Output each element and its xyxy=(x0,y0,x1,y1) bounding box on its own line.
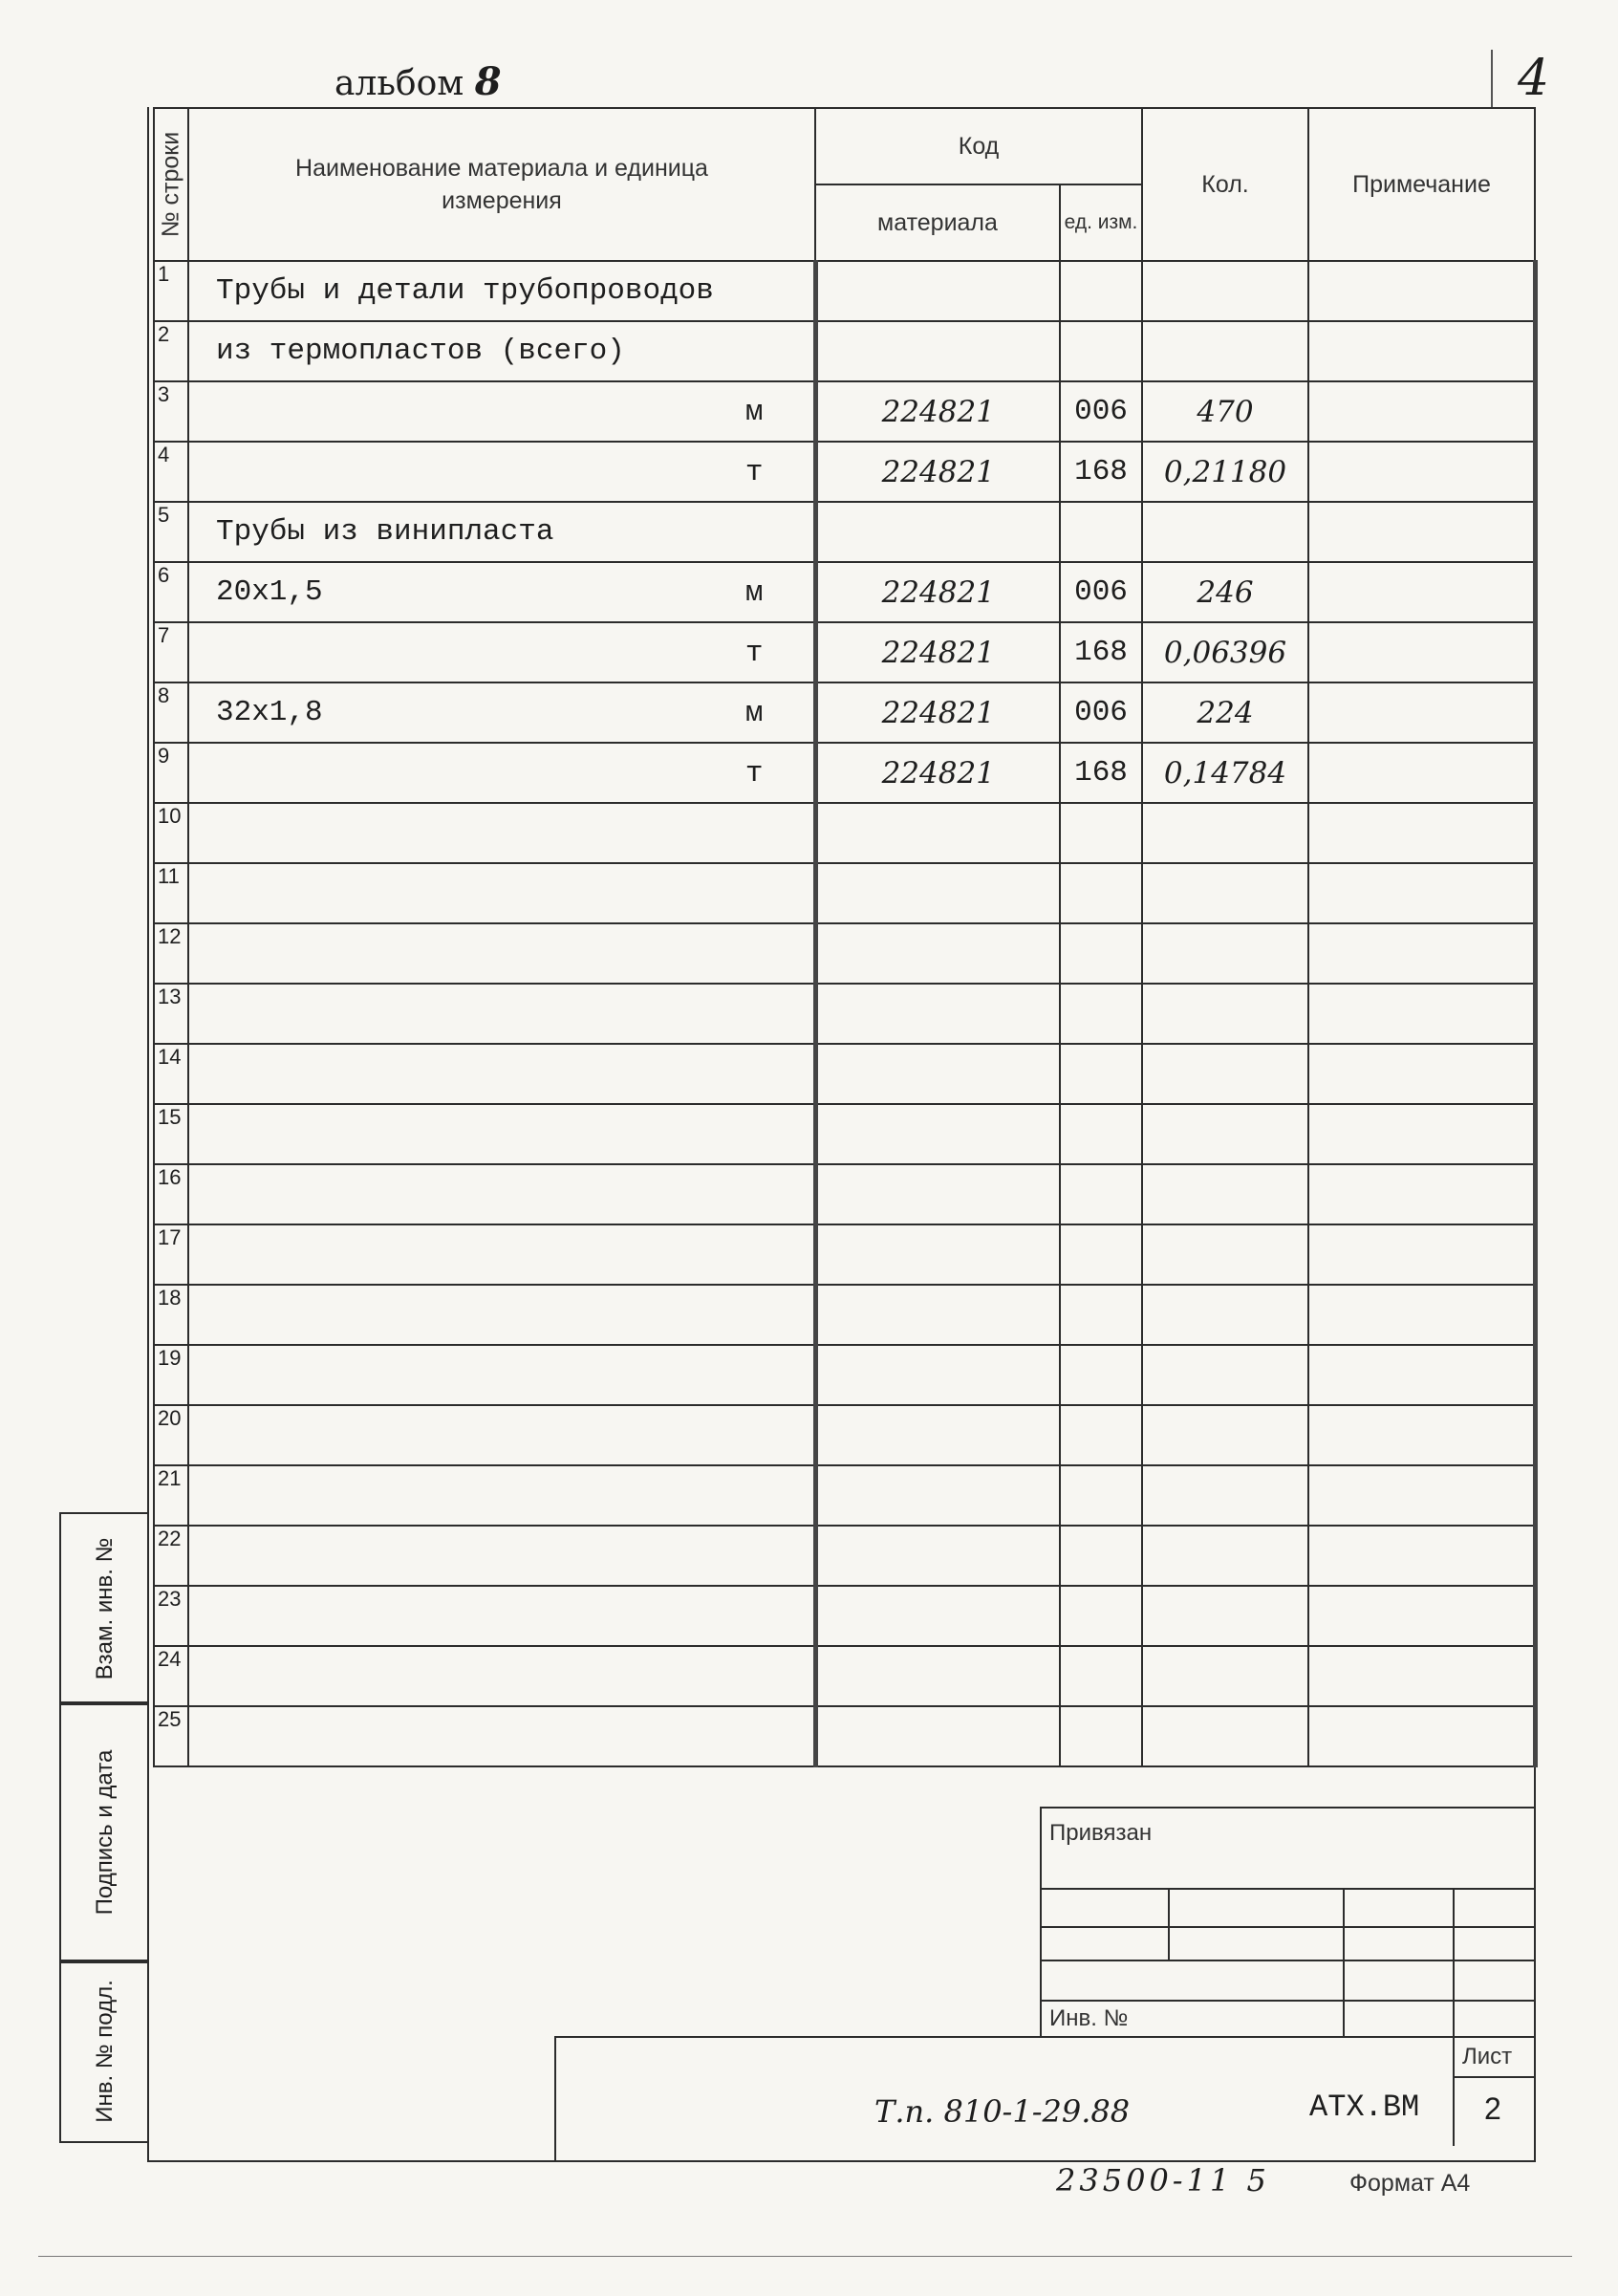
row-unit-code xyxy=(1060,1164,1142,1224)
row-note xyxy=(1308,1164,1535,1224)
row-unit-code xyxy=(1060,1044,1142,1104)
row-unit-code xyxy=(1060,261,1142,321)
row-number: 24 xyxy=(154,1646,188,1706)
header-row-no: № строки xyxy=(154,108,188,261)
row-quantity xyxy=(1142,1706,1308,1766)
row-quantity xyxy=(1142,261,1308,321)
row-number: 23 xyxy=(154,1586,188,1646)
row-note xyxy=(1308,1104,1535,1164)
row-material-code: 224821 xyxy=(815,562,1060,622)
tb-line-left xyxy=(1040,1807,1042,2036)
row-name-text: Трубы из винипласта xyxy=(216,515,554,549)
row-quantity xyxy=(1142,1044,1308,1104)
tb-sheet-divider xyxy=(1453,2076,1534,2078)
row-number: 13 xyxy=(154,984,188,1044)
row-name xyxy=(188,1586,815,1646)
row-material-code xyxy=(815,803,1060,863)
row-material-code xyxy=(815,1526,1060,1586)
row-material-code: 224821 xyxy=(815,622,1060,682)
table-row xyxy=(154,622,1535,682)
row-note xyxy=(1308,923,1535,984)
row-material-code xyxy=(815,863,1060,923)
row-material-code xyxy=(815,1405,1060,1465)
row-material-code xyxy=(815,1646,1060,1706)
row-name xyxy=(188,1405,815,1465)
row-quantity: 0,14784 xyxy=(1142,743,1308,803)
header-note: Примечание xyxy=(1308,108,1535,261)
row-quantity xyxy=(1142,1586,1308,1646)
row-number: 5 xyxy=(154,502,188,562)
row-note xyxy=(1308,1405,1535,1465)
row-material-code xyxy=(815,1465,1060,1526)
row-material-code xyxy=(815,1345,1060,1405)
row-note xyxy=(1308,562,1535,622)
row-name-text: Трубы и детали трубопроводов xyxy=(216,274,714,308)
row-material-code xyxy=(815,321,1060,381)
row-note xyxy=(1308,1224,1535,1285)
row-number: 17 xyxy=(154,1224,188,1285)
row-quantity xyxy=(1142,1224,1308,1285)
row-name xyxy=(188,1104,815,1164)
row-material-code xyxy=(815,502,1060,562)
table-row xyxy=(154,1405,1535,1465)
row-note xyxy=(1308,502,1535,562)
row-unit-code xyxy=(1060,984,1142,1044)
row-note xyxy=(1308,743,1535,803)
row-material-code xyxy=(815,923,1060,984)
tb-line-top xyxy=(1040,1807,1534,1809)
row-number: 18 xyxy=(154,1285,188,1345)
row-name xyxy=(188,984,815,1044)
row-material-code xyxy=(815,1706,1060,1766)
row-material-code: 224821 xyxy=(815,442,1060,502)
table-row xyxy=(154,743,1535,803)
tb-sheet-number: 2 xyxy=(1484,2091,1501,2126)
tb-bottom-left xyxy=(554,2036,556,2160)
row-unit-code: 006 xyxy=(1060,562,1142,622)
row-name xyxy=(188,1706,815,1766)
table-row xyxy=(154,984,1535,1044)
row-unit-code xyxy=(1060,1405,1142,1465)
tb-vline-b xyxy=(1343,1888,1345,2036)
row-note xyxy=(1308,381,1535,442)
row-number: 12 xyxy=(154,923,188,984)
row-quantity xyxy=(1142,803,1308,863)
row-name-text: 32х1,8 xyxy=(216,696,323,729)
row-quantity: 224 xyxy=(1142,682,1308,743)
row-unit-label: т xyxy=(744,637,764,670)
row-number: 19 xyxy=(154,1345,188,1405)
row-material-code xyxy=(815,1164,1060,1224)
row-quantity: 0,21180 xyxy=(1142,442,1308,502)
row-name xyxy=(188,1164,815,1224)
row-quantity xyxy=(1142,1164,1308,1224)
row-quantity xyxy=(1142,1104,1308,1164)
row-note xyxy=(1308,1465,1535,1526)
row-unit-code xyxy=(1060,1465,1142,1526)
row-unit-code xyxy=(1060,1224,1142,1285)
row-number: 2 xyxy=(154,321,188,381)
table-row xyxy=(154,1224,1535,1285)
table-row xyxy=(154,502,1535,562)
table-row xyxy=(154,1285,1535,1345)
row-quantity xyxy=(1142,502,1308,562)
row-name-text: из термопластов (всего) xyxy=(216,335,625,368)
table-row xyxy=(154,381,1535,442)
tb-bound-label: Привязан xyxy=(1049,1820,1153,1846)
row-unit-code xyxy=(1060,1285,1142,1345)
row-quantity xyxy=(1142,1465,1308,1526)
row-unit-label: т xyxy=(744,757,764,791)
row-note xyxy=(1308,442,1535,502)
row-name xyxy=(188,743,815,803)
row-unit-label: т xyxy=(744,456,764,489)
tb-line-1 xyxy=(1040,1888,1534,1890)
row-unit-code xyxy=(1060,863,1142,923)
row-unit-code: 168 xyxy=(1060,442,1142,502)
tb-vline-a xyxy=(1168,1888,1170,1960)
table-row xyxy=(154,863,1535,923)
tb-inv-label: Инв. № xyxy=(1049,2005,1129,2031)
strip-sign-date: Подпись и дата xyxy=(59,1701,149,1963)
row-name xyxy=(188,1044,815,1104)
tb-code: АТХ.ВМ xyxy=(1309,2090,1420,2125)
row-quantity xyxy=(1142,1646,1308,1706)
header-qty: Кол. xyxy=(1142,108,1308,261)
row-name xyxy=(188,1465,815,1526)
table-row xyxy=(154,1586,1535,1646)
row-quantity: 0,06396 xyxy=(1142,622,1308,682)
row-unit-code xyxy=(1060,1345,1142,1405)
row-number: 4 xyxy=(154,442,188,502)
row-unit-code xyxy=(1060,1104,1142,1164)
table-row xyxy=(154,1345,1535,1405)
row-note xyxy=(1308,863,1535,923)
row-note xyxy=(1308,622,1535,682)
row-note xyxy=(1308,1285,1535,1345)
row-material-code: 224821 xyxy=(815,743,1060,803)
footer-stamp: 23500-11 5 xyxy=(1056,2162,1270,2199)
row-note xyxy=(1308,1044,1535,1104)
row-note xyxy=(1308,1646,1535,1706)
row-quantity xyxy=(1142,923,1308,984)
row-unit-code xyxy=(1060,1586,1142,1646)
row-number: 20 xyxy=(154,1405,188,1465)
album-label: альбом 8 xyxy=(334,59,502,104)
row-number: 9 xyxy=(154,743,188,803)
row-unit-code: 006 xyxy=(1060,682,1142,743)
row-material-code xyxy=(815,261,1060,321)
row-material-code xyxy=(815,1224,1060,1285)
tb-line-2 xyxy=(1040,1926,1534,1928)
row-material-code xyxy=(815,984,1060,1044)
row-quantity xyxy=(1142,1345,1308,1405)
tb-vline-c xyxy=(1453,1888,1455,2146)
table-row xyxy=(154,442,1535,502)
row-name xyxy=(188,682,815,743)
row-number: 10 xyxy=(154,803,188,863)
row-material-code xyxy=(815,1044,1060,1104)
row-unit-code xyxy=(1060,1526,1142,1586)
row-unit-code xyxy=(1060,321,1142,381)
row-number: 15 xyxy=(154,1104,188,1164)
row-quantity: 246 xyxy=(1142,562,1308,622)
header-code: Код xyxy=(815,108,1142,184)
table-row xyxy=(154,1465,1535,1526)
row-name xyxy=(188,502,815,562)
row-material-code: 224821 xyxy=(815,682,1060,743)
row-name xyxy=(188,1646,815,1706)
tb-designation: Т.п. 810-1-29.88 xyxy=(874,2093,1131,2130)
row-material-code xyxy=(815,1104,1060,1164)
frame-bottom xyxy=(147,2160,1536,2162)
row-number: 11 xyxy=(154,863,188,923)
page-number: 4 xyxy=(1518,50,1550,107)
row-material-code xyxy=(815,1285,1060,1345)
row-name xyxy=(188,923,815,984)
row-note xyxy=(1308,1526,1535,1586)
row-name-text: 20х1,5 xyxy=(216,575,323,609)
table-row xyxy=(154,923,1535,984)
table-row xyxy=(154,1646,1535,1706)
row-name xyxy=(188,321,815,381)
row-number: 16 xyxy=(154,1164,188,1224)
row-quantity: 470 xyxy=(1142,381,1308,442)
row-name xyxy=(188,622,815,682)
row-note xyxy=(1308,1345,1535,1405)
row-number: 21 xyxy=(154,1465,188,1526)
row-number: 25 xyxy=(154,1706,188,1766)
table-row xyxy=(154,1104,1535,1164)
row-note xyxy=(1308,1706,1535,1766)
footer-format: Формат А4 xyxy=(1349,2170,1471,2197)
row-name xyxy=(188,863,815,923)
row-name xyxy=(188,1526,815,1586)
table-row xyxy=(154,803,1535,863)
row-unit-code: 168 xyxy=(1060,622,1142,682)
row-name xyxy=(188,442,815,502)
row-unit-code: 006 xyxy=(1060,381,1142,442)
row-note xyxy=(1308,261,1535,321)
row-unit-code xyxy=(1060,502,1142,562)
material-table xyxy=(153,107,1538,1767)
row-quantity xyxy=(1142,1526,1308,1586)
row-unit-code xyxy=(1060,803,1142,863)
page-bottom-rule xyxy=(38,2256,1572,2257)
row-number: 22 xyxy=(154,1526,188,1586)
table-row xyxy=(154,1526,1535,1586)
row-note xyxy=(1308,1586,1535,1646)
row-note xyxy=(1308,803,1535,863)
row-number: 6 xyxy=(154,562,188,622)
tb-line-4 xyxy=(1040,2000,1534,2002)
album-number: 8 xyxy=(474,59,502,104)
tb-bottom-top xyxy=(554,2036,1534,2038)
table-row xyxy=(154,321,1535,381)
row-unit-code xyxy=(1060,1646,1142,1706)
row-number: 7 xyxy=(154,622,188,682)
row-number: 14 xyxy=(154,1044,188,1104)
header-material: материала xyxy=(815,184,1060,261)
tb-line-3 xyxy=(1040,1960,1534,1961)
row-unit-label: м xyxy=(744,697,764,730)
row-note xyxy=(1308,321,1535,381)
row-number: 1 xyxy=(154,261,188,321)
row-unit-code xyxy=(1060,1706,1142,1766)
table-row xyxy=(154,1706,1535,1766)
row-quantity xyxy=(1142,1285,1308,1345)
row-unit-label: м xyxy=(744,396,764,429)
row-quantity xyxy=(1142,984,1308,1044)
header-name: Наименование материала и единица измерения xyxy=(188,108,815,261)
header-unit: ед. изм. xyxy=(1060,184,1142,261)
row-number: 3 xyxy=(154,381,188,442)
row-unit-code: 168 xyxy=(1060,743,1142,803)
row-number: 8 xyxy=(154,682,188,743)
row-material-code xyxy=(815,1586,1060,1646)
tb-sheet-label: Лист xyxy=(1462,2044,1513,2069)
table-row xyxy=(154,1044,1535,1104)
row-name xyxy=(188,381,815,442)
corner-rule xyxy=(1491,50,1493,107)
strip-orig-inv: Инв. № подл. xyxy=(59,1960,149,2143)
row-unit-code xyxy=(1060,923,1142,984)
strip-replace-inv: Взам. инв. № xyxy=(59,1512,149,1705)
row-name xyxy=(188,261,815,321)
table-row xyxy=(154,1164,1535,1224)
table-row xyxy=(154,562,1535,622)
row-quantity xyxy=(1142,321,1308,381)
row-name xyxy=(188,1285,815,1345)
row-name xyxy=(188,1345,815,1405)
row-material-code: 224821 xyxy=(815,381,1060,442)
row-note xyxy=(1308,984,1535,1044)
table-row xyxy=(154,682,1535,743)
row-name xyxy=(188,1224,815,1285)
row-quantity xyxy=(1142,863,1308,923)
row-note xyxy=(1308,682,1535,743)
row-name xyxy=(188,803,815,863)
row-unit-label: м xyxy=(744,576,764,610)
table-row xyxy=(154,261,1535,321)
row-quantity xyxy=(1142,1405,1308,1465)
row-name xyxy=(188,562,815,622)
